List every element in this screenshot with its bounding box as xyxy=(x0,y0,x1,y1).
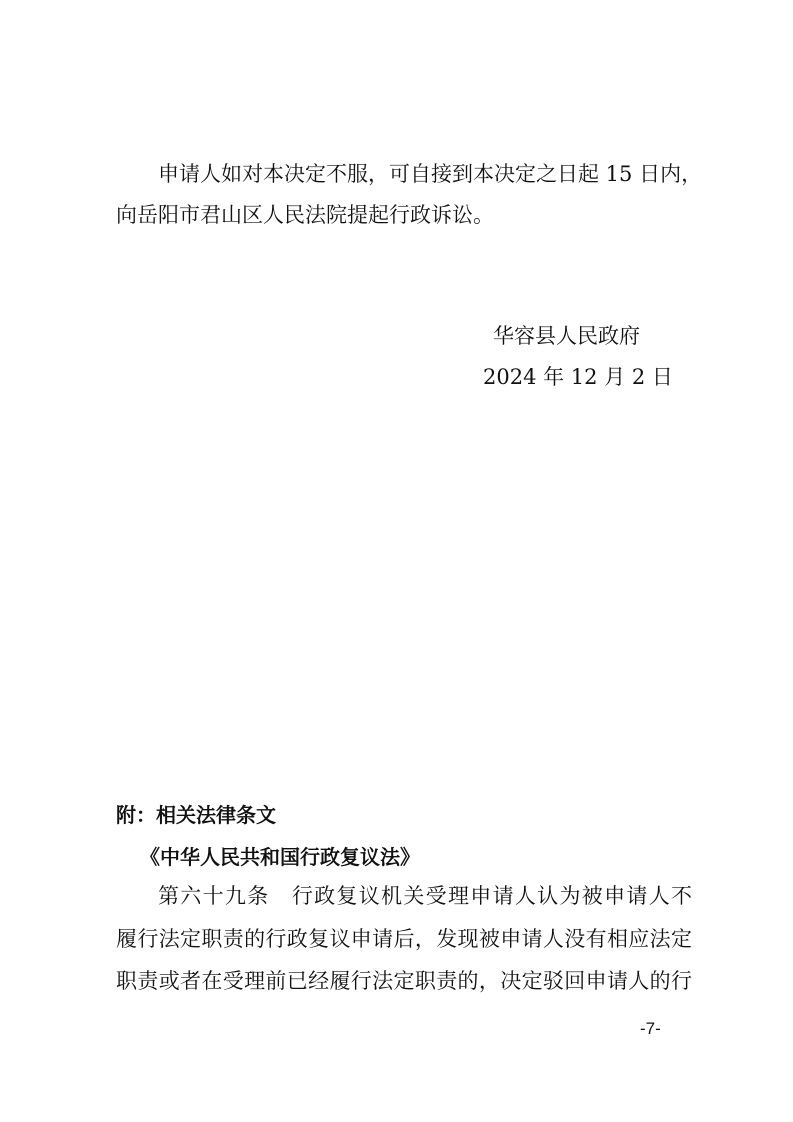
decision-line-1: 申请人如对本决定不服，可自接到本决定之日起 15 日内， xyxy=(158,162,703,186)
law-title: 《中华人民共和国行政复议法》 xyxy=(140,845,420,869)
appendix-heading: 附：相关法律条文 xyxy=(116,803,276,827)
page-number: -7- xyxy=(640,1019,661,1038)
issue-date: 2024 年 12 月 2 日 xyxy=(483,365,673,389)
article-line-1: 第六十九条 行政复议机关受理申请人认为被申请人不 xyxy=(158,884,692,908)
decision-line-2: 向岳阳市君山区人民法院提起行政诉讼。 xyxy=(116,203,494,227)
article-line-2: 履行法定职责的行政复议申请后，发现被申请人没有相应法定 xyxy=(116,927,692,951)
article-line-3: 职责或者在受理前已经履行法定职责的，决定驳回申请人的行 xyxy=(116,969,692,993)
issuing-organization: 华容县人民政府 xyxy=(493,324,640,348)
